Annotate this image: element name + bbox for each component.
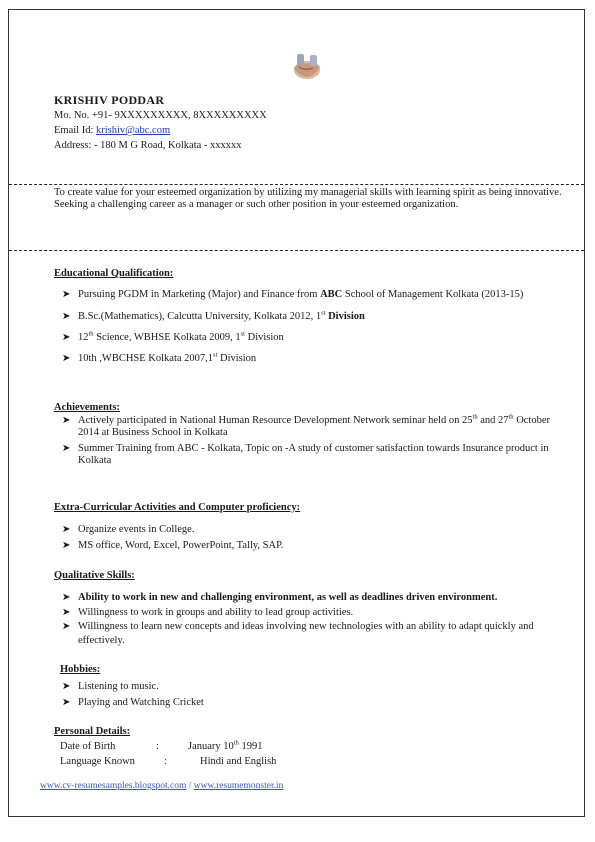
list-item: ➤ Willingness to learn new concepts and ideas involving new technologies with an ability to adapt quickly and effectively. [62, 621, 534, 646]
address-line: Address: - 180 M G Road, Kolkata - xxxxxx [54, 140, 242, 151]
arrowhead-bullet-icon: ➤ [62, 540, 71, 551]
arrowhead-bullet-icon: ➤ [62, 415, 71, 426]
extra-curricular-section [54, 502, 566, 554]
list-item: ➤ 12th Science, WBHSE Kolkata 2009, 1st Division [54, 327, 566, 348]
arrowhead-bullet-icon: ➤ [62, 607, 71, 618]
email-line: Email Id: krishiv@abc.com [54, 125, 171, 136]
section-heading: Educational Qualification: [54, 268, 174, 279]
qualitative-skills-section [54, 570, 566, 648]
objective-line-2: Seeking a challenging career as a manager or such other position in your esteemed organization. [54, 199, 459, 210]
section-heading: Achievements: [54, 402, 120, 413]
footer-links: www.cv-resumesamples.blogspot.com / www.resumemonster.in [40, 781, 284, 791]
list-item: ➤ Ability to work in new and challenging environment, as well as deadlines driven environment. [62, 592, 498, 603]
arrowhead-bullet-icon: ➤ [62, 697, 71, 708]
arrowhead-bullet-icon: ➤ [62, 621, 71, 632]
list-item: ➤ B.Sc.(Mathematics), Calcutta University, Kolkata 2012, 1st Division [54, 306, 566, 327]
list-item: ➤ Playing and Watching Cricket [54, 695, 566, 711]
arrowhead-bullet-icon: ➤ [62, 443, 71, 454]
arrowhead-bullet-icon: ➤ [62, 681, 71, 692]
section-heading: Qualitative Skills: [54, 570, 135, 581]
email-link[interactable]: krishiv@abc.com [96, 125, 171, 136]
dob-row: Date of Birth : January 10th 1991 [60, 739, 263, 752]
arrowhead-bullet-icon: ➤ [62, 311, 71, 322]
achievements-section [54, 402, 566, 467]
list-item: ➤ 10th ,WBCHSE Kolkata 2007,1st Division [54, 348, 566, 369]
career-objective [54, 187, 562, 211]
divider [9, 250, 584, 251]
footer-link-2[interactable]: www.resumemonster.in [193, 781, 284, 791]
contact-header [54, 93, 267, 153]
arrowhead-bullet-icon: ➤ [62, 289, 71, 300]
arrowhead-bullet-icon: ➤ [62, 592, 71, 603]
list-item: ➤ Organize events in College. [54, 522, 566, 538]
list-item: ➤ Actively participated in National Human Resource Development Network seminar held on 25th and 27th October 2014 at Business School in Kolkata [62, 413, 551, 438]
personal-details-section [54, 726, 566, 769]
arrowhead-bullet-icon: ➤ [62, 524, 71, 535]
list-item: ➤ Willingness to work in groups and ability to lead group activities. [62, 607, 354, 618]
handshake-icon [291, 50, 323, 84]
education-section [54, 268, 566, 369]
arrowhead-bullet-icon: ➤ [62, 353, 71, 364]
arrowhead-bullet-icon: ➤ [62, 332, 71, 343]
list-item: ➤ MS office, Word, Excel, PowerPoint, Tally, SAP. [54, 538, 566, 554]
divider [9, 184, 584, 185]
footer-link-1[interactable]: www.cv-resumesamples.blogspot.com [40, 781, 187, 791]
candidate-name: KRISHIV PODDAR [54, 93, 165, 107]
objective-line-1: To create value for your esteemed organization by utilizing my managerial skills with learning spirit as being innovative. [54, 187, 562, 198]
section-heading: Hobbies: [60, 664, 101, 675]
language-row: Language Known : Hindi and English [60, 756, 277, 767]
list-item: ➤ Listening to music. [54, 679, 566, 695]
section-heading: Extra-Curricular Activities and Computer proficiency: [54, 502, 301, 513]
list-item: ➤ Summer Training from ABC - Kolkata, Topic on -A study of customer satisfaction towards Insurance product in Kolkata [62, 443, 549, 466]
list-item: ➤ Pursuing PGDM in Marketing (Major) and Finance from ABC School of Management Kolkata (2013-15) [54, 284, 566, 305]
mobile-number: Mo. No. +91- 9XXXXXXXXX, 8XXXXXXXXX [54, 110, 267, 121]
section-heading: Personal Details: [54, 726, 131, 737]
hobbies-section [54, 664, 566, 711]
